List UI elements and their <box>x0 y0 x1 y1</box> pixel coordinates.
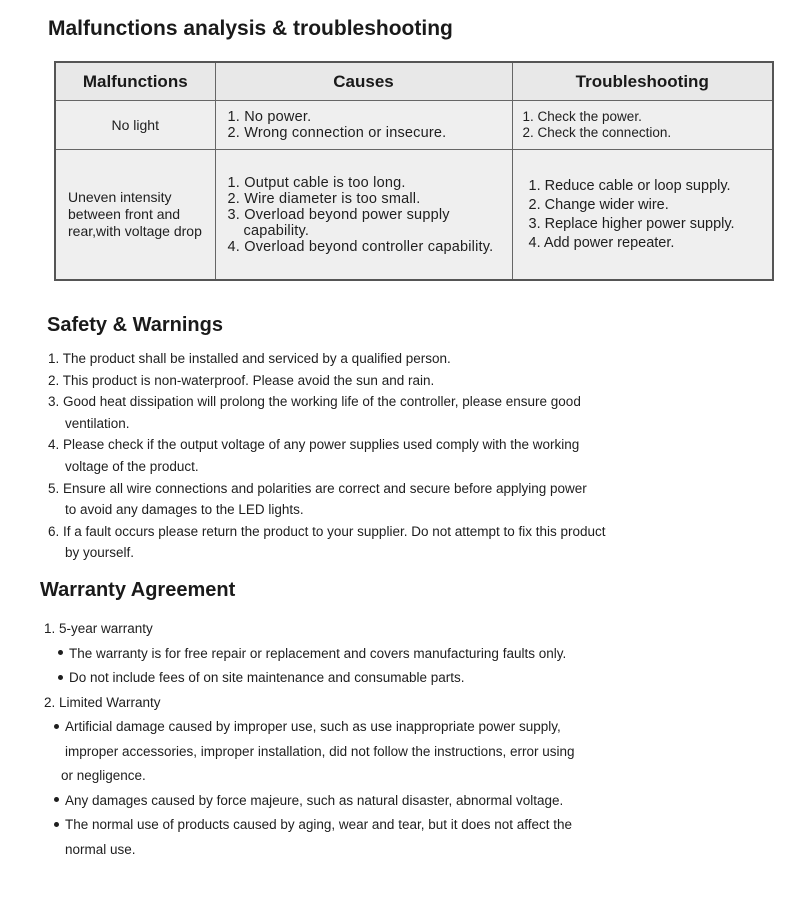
causes-cell <box>215 150 512 281</box>
warranty-section-title: Warranty Agreement <box>40 579 236 601</box>
header-malfunctions: Malfunctions <box>55 62 215 101</box>
troubleshooting-cell <box>512 150 773 281</box>
bullet-icon <box>54 797 59 802</box>
malfunction-cell: No light <box>55 101 215 150</box>
troubleshooting-item: 3. Replace higher power supply. <box>528 215 735 232</box>
warranty-bullet-continuation: normal use. <box>65 841 136 857</box>
table-row <box>55 150 773 281</box>
header-troubleshooting: Troubleshooting <box>512 62 773 101</box>
warranty-bullet-continuation: improper accessories, improper installation, did not follow the instructions, error using <box>65 743 575 759</box>
cause-item: 2. Wrong connection or insecure. <box>227 125 447 141</box>
warranty-bullet-text: Any damages caused by force majeure, such as natural disaster, abnormal voltage. <box>65 792 564 808</box>
safety-item-continuation: to avoid any damages to the LED lights. <box>65 502 304 518</box>
warranty-bullet-text: Do not include fees of on site maintenance and consumable parts. <box>69 670 465 685</box>
causes-cell <box>215 101 512 150</box>
troubleshooting-item: 2. Check the connection. <box>522 125 672 140</box>
table-row <box>55 101 773 150</box>
safety-item: 2. This product is non-waterproof. Please avoid the sun and rain. <box>48 372 435 388</box>
safety-item: 5. Ensure all wire connections and polarities are correct and secure before applying power <box>48 480 587 496</box>
safety-list <box>48 348 748 564</box>
warranty-bullet-text: The normal use of products caused by aging, wear and tear, but it does not affect the <box>65 817 573 832</box>
malfunctions-table <box>54 61 774 281</box>
safety-item: 6. If a fault occurs please return the product to your supplier. Do not attempt to fix this product <box>48 523 606 539</box>
safety-section-title: Safety & Warnings <box>47 314 223 336</box>
safety-item-continuation: by yourself. <box>65 545 135 561</box>
cause-item: 1. Output cable is too long. <box>227 174 406 191</box>
safety-item: 3. Good heat dissipation will prolong the working life of the controller, please ensure good <box>48 394 581 410</box>
warranty-bullet <box>44 666 744 691</box>
malfunction-cell: Uneven intensity between front and rear,with voltage drop <box>55 150 215 281</box>
header-causes: Causes <box>215 62 512 101</box>
warranty-list <box>44 617 744 862</box>
warranty-item: 1. 5-year warranty <box>44 621 153 636</box>
warranty-bullet-continuation: or negligence. <box>61 768 146 783</box>
bullet-icon <box>54 724 59 729</box>
safety-item-continuation: voltage of the product. <box>65 458 199 474</box>
safety-item-continuation: ventilation. <box>65 415 130 431</box>
troubleshooting-item: 1. Check the power. <box>522 109 642 124</box>
warranty-bullet-text: The warranty is for free repair or replacement and covers manufacturing faults only. <box>69 645 567 661</box>
warranty-bullet-text: Artificial damage caused by improper use, such as use inappropriate power supply, <box>65 719 561 734</box>
cause-item: 2. Wire diameter is too small. <box>227 190 421 207</box>
table-header-row <box>55 62 773 101</box>
bullet-icon <box>54 822 59 827</box>
troubleshooting-cell <box>512 101 773 150</box>
cause-item: 1. No power. <box>227 109 312 125</box>
safety-item: 1. The product shall be installed and serviced by a qualified person. <box>48 351 451 366</box>
malfunctions-section-title: Malfunctions analysis & troubleshooting <box>48 17 453 40</box>
troubleshooting-item: 4. Add power repeater. <box>528 234 675 251</box>
troubleshooting-item: 2. Change wider wire. <box>528 196 669 213</box>
warranty-bullet <box>44 715 744 740</box>
cause-item: 3. Overload beyond power supply capability. <box>227 206 450 239</box>
warranty-bullet <box>44 642 744 667</box>
warranty-bullet <box>44 813 744 838</box>
warranty-item: 2. Limited Warranty <box>44 694 161 710</box>
cause-item: 4. Overload beyond controller capability. <box>227 238 494 255</box>
safety-item: 4. Please check if the output voltage of any power supplies used comply with the working <box>48 437 580 453</box>
warranty-bullet <box>44 789 744 814</box>
bullet-icon <box>58 675 63 680</box>
troubleshooting-item: 1. Reduce cable or loop supply. <box>528 177 731 194</box>
bullet-icon <box>58 650 63 655</box>
